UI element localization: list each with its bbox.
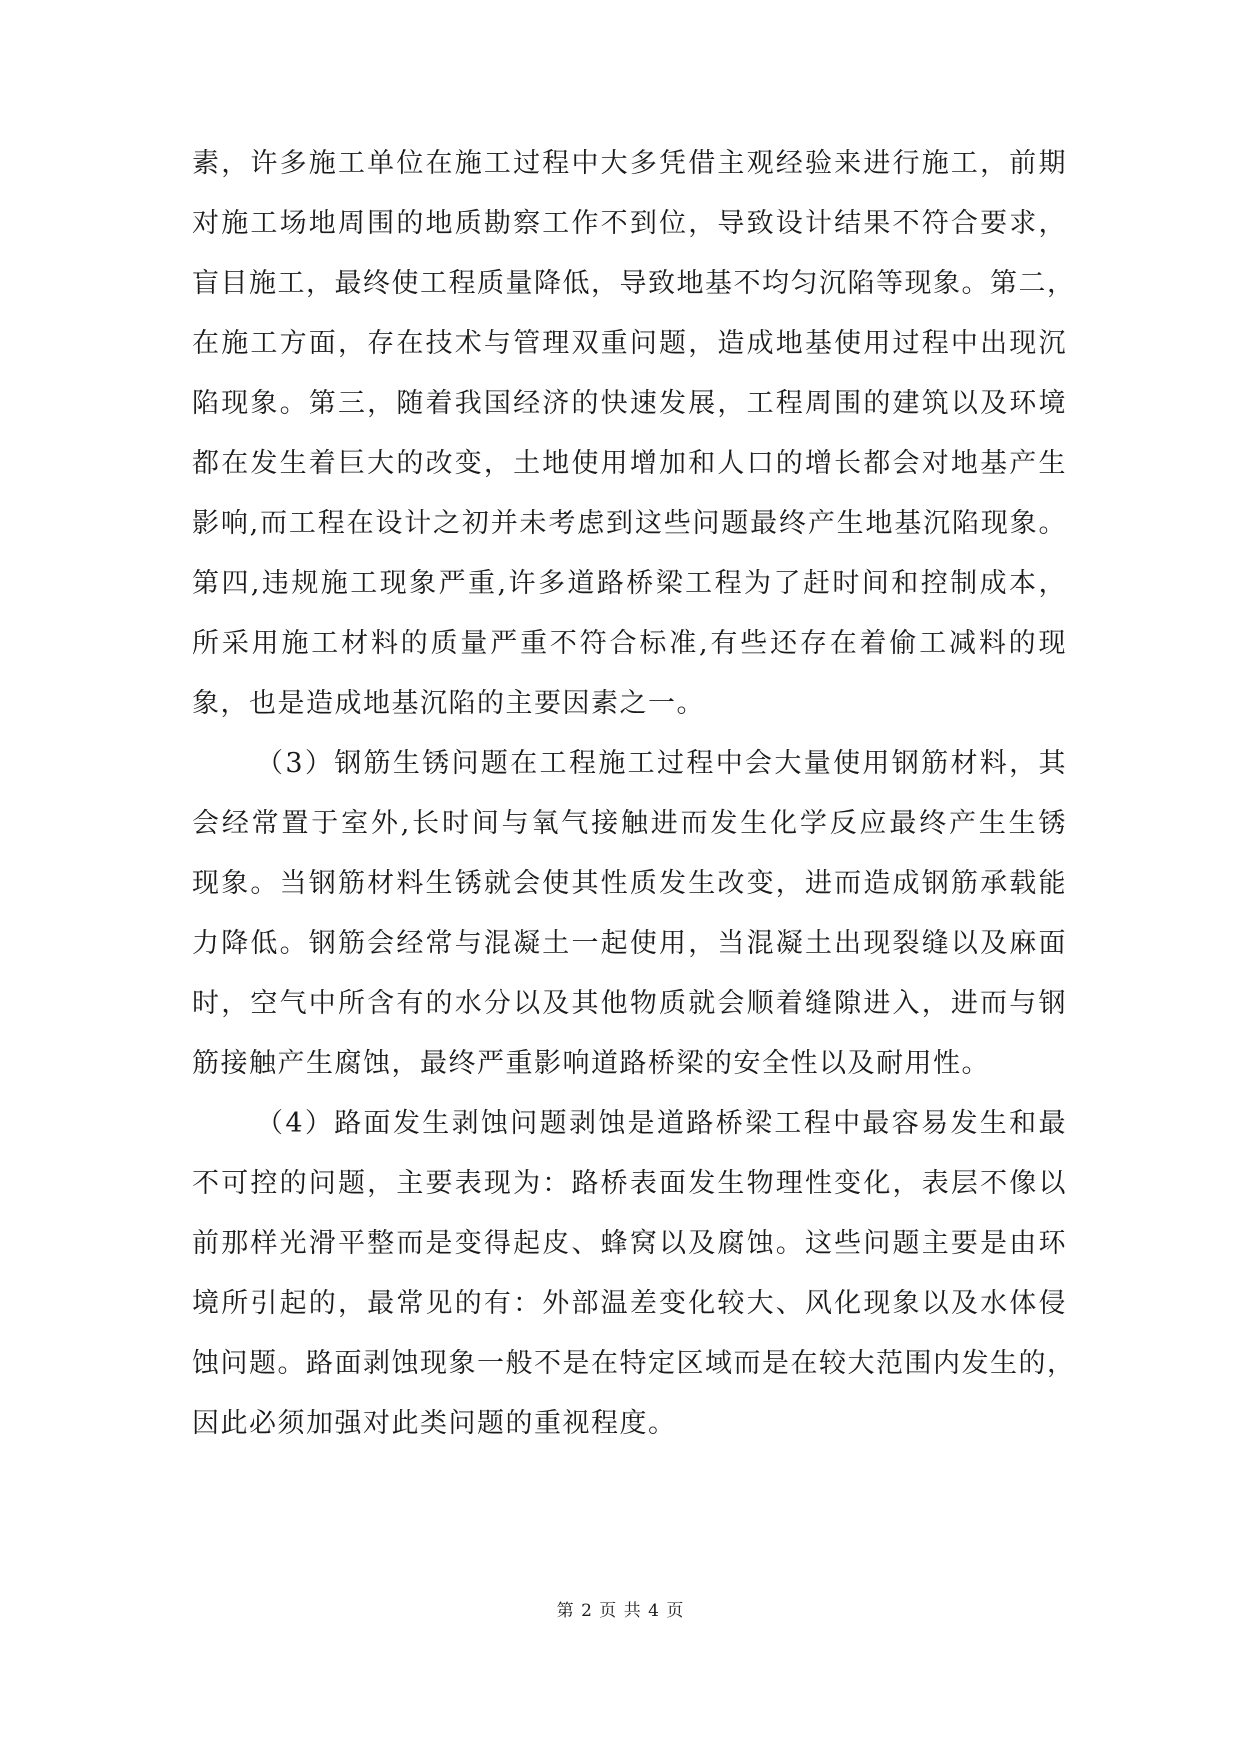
text-line: 不可控的问题，主要表现为：路桥表面发生物理性变化，表层不像以 — [192, 1168, 1067, 1199]
text-line: 盲目施工，最终使工程质量降低，导致地基不均匀沉陷等现象。第二， — [192, 268, 1076, 299]
text-line: 现象。当钢筋材料生锈就会使其性质发生改变，进而造成钢筋承载能 — [192, 868, 1067, 899]
text-line: 境所引起的，最常见的有：外部温差变化较大、风化现象以及水体侵 — [192, 1288, 1067, 1319]
text-line: 陷现象。第三，随着我国经济的快速发展，工程周围的建筑以及环境 — [192, 388, 1067, 419]
text-line: 会经常置于室外,长时间与氧气接触进而发生化学反应最终产生生锈 — [192, 808, 1067, 839]
text-line: 影响,而工程在设计之初并未考虑到这些问题最终产生地基沉陷现象。 — [192, 508, 1067, 539]
text-line: 时，空气中所含有的水分以及其他物质就会顺着缝隙进入，进而与钢 — [192, 988, 1067, 1019]
text-line: 在施工方面，存在技术与管理双重问题，造成地基使用过程中出现沉 — [192, 328, 1067, 359]
text-line: 都在发生着巨大的改变，土地使用增加和人口的增长都会对地基产生 — [192, 448, 1067, 479]
text-line: 蚀问题。路面剥蚀现象一般不是在特定区域而是在较大范围内发生的， — [192, 1348, 1076, 1379]
paragraph-3-first-line: （3）钢筋生锈问题在工程施工过程中会大量使用钢筋材料，其 — [256, 748, 1067, 779]
text-line: 第四,违规施工现象严重,许多道路桥梁工程为了赶时间和控制成本， — [192, 568, 1067, 599]
text-line: 所采用施工材料的质量严重不符合标准,有些还存在着偷工减料的现 — [192, 628, 1067, 659]
text-line: 象，也是造成地基沉陷的主要因素之一。 — [192, 688, 705, 719]
text-line: 因此必须加强对此类问题的重视程度。 — [192, 1408, 677, 1439]
paragraph-4-first-line: （4）路面发生剥蚀问题剥蚀是道路桥梁工程中最容易发生和最 — [256, 1108, 1067, 1139]
text-line: 筋接触产生腐蚀，最终严重影响道路桥梁的安全性以及耐用性。 — [192, 1048, 990, 1079]
page-number: 第 2 页 共 4 页 — [556, 1601, 685, 1621]
text-line: 前那样光滑平整而是变得起皮、蜂窝以及腐蚀。这些问题主要是由环 — [192, 1228, 1067, 1259]
text-line: 对施工场地周围的地质勘察工作不到位，导致设计结果不符合要求， — [192, 208, 1067, 239]
text-line: 素，许多施工单位在施工过程中大多凭借主观经验来进行施工，前期 — [192, 148, 1067, 179]
text-line: 力降低。钢筋会经常与混凝土一起使用，当混凝土出现裂缝以及麻面 — [192, 928, 1067, 959]
